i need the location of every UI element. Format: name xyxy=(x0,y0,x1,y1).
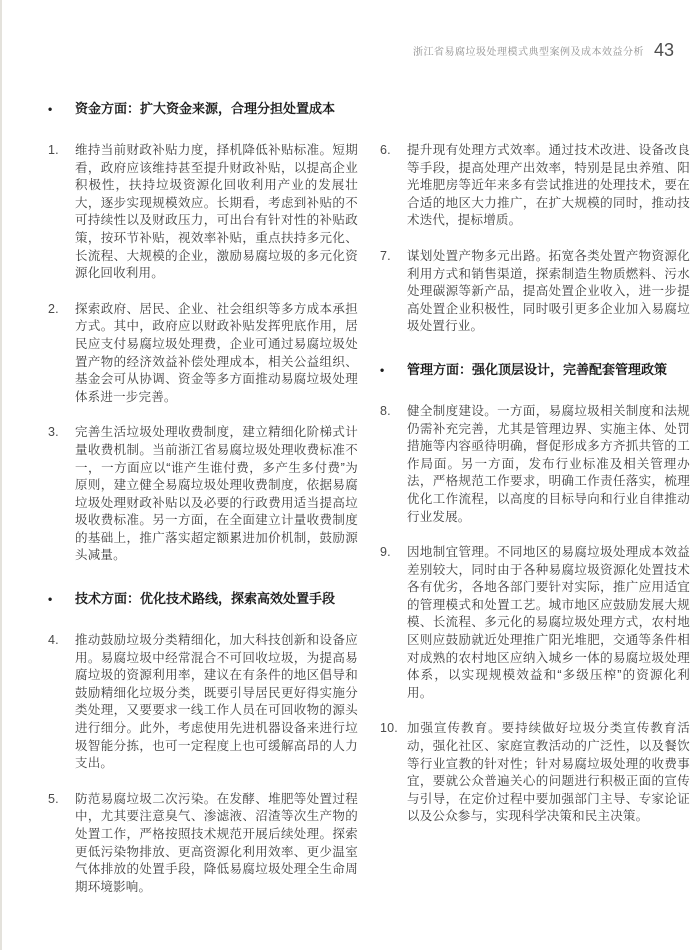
list-item-10 xyxy=(380,720,690,826)
list-item-8 xyxy=(380,403,690,526)
list-item-9 xyxy=(380,544,690,702)
running-header-title: 浙江省易腐垃圾处理模式典型案例及成本效益分析 xyxy=(412,47,644,58)
section-heading-technology xyxy=(48,590,358,608)
item-number: 8. xyxy=(380,403,391,418)
item-text: 谋划处置产物多元出路。拓宽各类处置产物资源化利用方式和销售渠道，探索制造生物质燃料、污水处理碳源等新产品，提高处置企业收入，进一步提高处置企业积极性，同时吸引更多企业加入易腐垃圾处置行业。 xyxy=(407,248,690,334)
item-text: 提升现有处理方式效率。通过技术改进、设备改良等手段，提高处理产出效率，特别是昆虫养殖、阳光堆肥房等近年来多有尝试推进的处理技术，要在合适的地区大力推广，在扩大规模的同时，推动技术迭代，提标增质。 xyxy=(407,143,690,228)
list-item-5 xyxy=(48,791,358,897)
left-column xyxy=(48,100,358,914)
section-heading-funding xyxy=(48,100,358,118)
item-number: 1. xyxy=(48,143,59,157)
list-item-3 xyxy=(48,424,358,565)
running-header xyxy=(413,40,674,61)
item-text: 完善生活垃圾处理收费制度，建立精细化阶梯式计量收费机制。当前浙江省易腐垃圾处理收费标准不一，一方面应以“谁产生谁付费，多产生多付费”为原则，建立健全易腐垃圾处理收费制度，依据易腐垃圾处理财政补贴以及必要的行政费用适当提高垃圾收费标准。另一方面，在全面建立计量收费制度的基础上，推广落实超定额累进加价机制，鼓励源头减量。 xyxy=(75,425,358,563)
item-text: 推动鼓励垃圾分类精细化，加大科技创新和设备应用。易腐垃圾中经常混合不可回收垃圾，为提高易腐垃圾的资源利用率，建议在有条件的地区倡导和鼓励精细化垃圾分类，既要引导居民更好得实施分类处理，又要要求一线工作人员在可回收物的源头进行细分。此外，考虑使用先进机器设备来进行垃圾智能分拣，也可一定程度上也可缓解高昂的人力支出。 xyxy=(75,633,358,771)
section-heading-text: 技术方面：优化技术路线，探索高效处置手段 xyxy=(75,591,336,607)
item-number: 4. xyxy=(48,633,59,648)
item-number: 10. xyxy=(380,721,398,736)
item-text: 加强宣传教育。要持续做好垃圾分类宣传教育活动，强化社区、家庭宣教活动的广泛性，以及餐饮等行业宣教的针对性；针对易腐垃圾处理的收费事宜，要就公众普遍关心的问题进行积极正面的宣传与引导，在定价过程中要加强部门主导、专家论证以及公众参与，实现科学决策和民主决策。 xyxy=(407,721,690,824)
section-heading-text: 管理方面：强化顶层设计，完善配套管理政策 xyxy=(407,361,668,377)
section-heading-text: 资金方面：扩大资金来源，合理分担处置成本 xyxy=(75,101,336,116)
bullet-icon: • xyxy=(48,592,53,607)
item-text: 维持当前财政补贴力度，择机降低补贴标准。短期看，政府应该维持甚至提升财政补贴，以提高企业积极性，扶持垃圾资源化回收利用产业的发展壮大，逐步实现规模效应。长期看，考虑到补贴的不可持续性以及财政压力，可出台有针对性的补贴政策，按环节补贴，视效率补贴，重点扶持多元化、长流程、大规模的企业，激励易腐垃圾的多元化资源化回收利用。 xyxy=(75,143,358,281)
section-heading-management xyxy=(380,361,690,379)
page-content xyxy=(48,100,690,914)
list-item-1 xyxy=(48,142,358,283)
list-item-6 xyxy=(380,142,690,230)
item-number: 9. xyxy=(380,545,391,560)
item-number: 6. xyxy=(380,143,391,157)
page-number: 43 xyxy=(653,40,674,60)
list-item-7 xyxy=(380,248,690,336)
bullet-icon: • xyxy=(380,362,385,377)
list-item-2 xyxy=(48,301,358,407)
item-number: 5. xyxy=(48,791,59,806)
item-text: 因地制宜管理。不同地区的易腐垃圾处理成本效益差别较大，同时由于各种易腐垃圾资源化处置技术各有优劣，各地各部门要针对实际，推广应用适宜的管理模式和处置工艺。城市地区应鼓励发展大规模、长流程、多元化的易腐垃圾处理方式，农村地区则应鼓励就近处理推广阳光堆肥，交通等条件相对成熟的农村地区应纳入城乡一体的易腐垃圾处理体系，以实现规模效益和“多级压榨”的资源化利用。 xyxy=(407,545,690,700)
item-text: 健全制度建设。一方面，易腐垃圾相关制度和法规仍需补充完善，尤其是管理边界、实施主体、处罚措施等内容亟待明确，督促形成多方齐抓共管的工作局面。另一方面，发布行业标准及相关管理办法，严格规范工作要求，明确工作责任落实，梳理优化工作流程，以高度的目标导向和行业自律推动行业发展。 xyxy=(407,403,690,524)
list-item-4 xyxy=(48,632,358,773)
item-number: 2. xyxy=(48,301,59,316)
item-number: 7. xyxy=(380,248,391,263)
item-text: 防范易腐垃圾二次污染。在发酵、堆肥等处置过程中，尤其要注意臭气、渗滤液、沼渣等次生产物的处置工作，严格按照技术规范开展后续处理。探索更低污染物排放、更高资源化利用效率、更少温室气体排放的处置手段，降低易腐垃圾处理全生命周期环境影响。 xyxy=(75,791,358,894)
bullet-icon: • xyxy=(48,102,53,116)
right-column xyxy=(380,142,690,914)
item-text: 探索政府、居民、企业、社会组织等多方成本承担方式。其中，政府应以财政补贴发挥兜底作用，居民应支付易腐垃圾处理费，企业可通过易腐垃圾处置产物的经济效益补偿处理成本，相关公益组织、基金会可从协调、资金等多方面推动易腐垃圾处理体系进一步完善。 xyxy=(75,301,358,404)
item-number: 3. xyxy=(48,425,59,440)
